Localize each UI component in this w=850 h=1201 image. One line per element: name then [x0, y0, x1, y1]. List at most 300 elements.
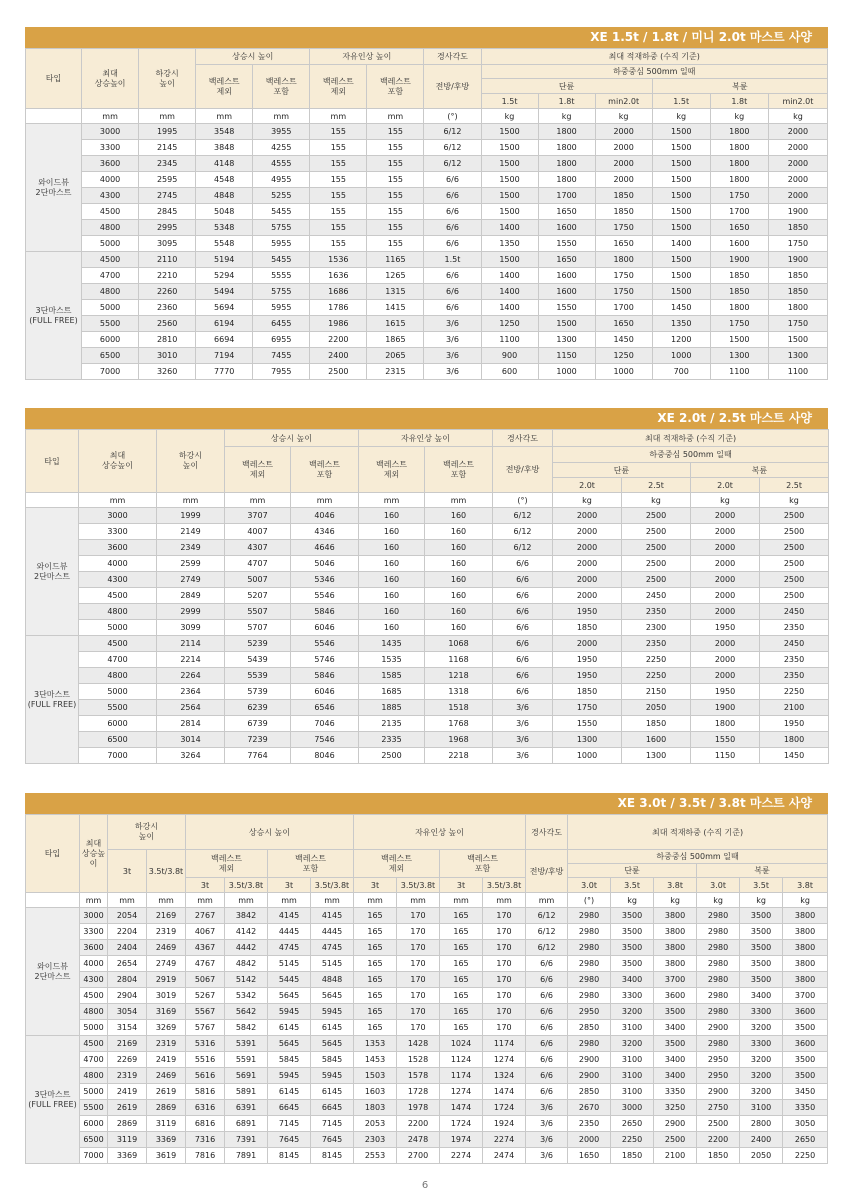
table-cell: 6194: [196, 316, 253, 332]
table-row: [26, 1020, 828, 1036]
table-cell: 2904: [108, 988, 147, 1004]
table-cell: 1850: [710, 284, 768, 300]
table-cell: 4800: [82, 284, 139, 300]
header-unit: mm: [359, 493, 425, 508]
table-cell: 2900: [654, 1116, 697, 1132]
table-cell: 6546: [291, 700, 359, 716]
table-cell: 4148: [196, 156, 253, 172]
table-cell: 6046: [291, 620, 359, 636]
table-cell: 6/6: [493, 572, 553, 588]
table-cell: 1400: [481, 284, 538, 300]
table-cell: 5507: [225, 604, 291, 620]
table-cell: 5546: [291, 636, 359, 652]
table-cell: 2900: [697, 1084, 740, 1100]
table-cell: 2000: [595, 140, 652, 156]
mast-type-label: 와이드뷰 2단마스트: [26, 124, 82, 252]
table-cell: 3250: [654, 1100, 697, 1116]
table-cell: 1850: [697, 1148, 740, 1164]
table-cell: 5267: [186, 988, 225, 1004]
table-cell: 1900: [710, 252, 768, 268]
table-cell: 6816: [186, 1116, 225, 1132]
header-unit: mm: [139, 109, 196, 124]
table-cell: 7770: [196, 364, 253, 380]
table-cell: 1124: [440, 1052, 483, 1068]
header-load-center: 하중중심 500mm 일때: [568, 850, 828, 864]
table-cell: 1600: [538, 220, 595, 236]
header-max-height: 최대 상승높이: [80, 815, 108, 893]
table-cell: 170: [397, 908, 440, 924]
table-cell: 2349: [157, 540, 225, 556]
header-lift-height: 상승시 높이: [196, 49, 310, 65]
table-cell: 2204: [108, 924, 147, 940]
table-cell: 2980: [568, 924, 611, 940]
table-cell: 160: [359, 572, 425, 588]
table-cell: 155: [367, 188, 424, 204]
table-cell: 3200: [611, 1036, 654, 1052]
table-cell: 1550: [691, 732, 760, 748]
table-cell: 1995: [139, 124, 196, 140]
section-title: XE 2.0t / 2.5t 마스트 사양: [25, 408, 828, 429]
table-cell: 6/6: [526, 1020, 568, 1036]
table-cell: 1300: [538, 332, 595, 348]
table-cell: 1850: [553, 620, 622, 636]
table-cell: 6/12: [493, 508, 553, 524]
header-backrest-incl: 백레스트 포함: [425, 447, 493, 493]
table-cell: 3500: [611, 956, 654, 972]
table-cell: 170: [483, 1004, 526, 1020]
table-cell: 6455: [253, 316, 310, 332]
table-cell: 5000: [82, 300, 139, 316]
header-type: 타입: [26, 49, 82, 109]
table-cell: 1950: [760, 716, 829, 732]
table-cell: 5645: [311, 1036, 354, 1052]
header-unit: (°): [424, 109, 481, 124]
header-unit: mm: [440, 893, 483, 908]
table-cell: 4007: [225, 524, 291, 540]
table-cell: 3500: [783, 1068, 828, 1084]
table-cell: 1300: [622, 748, 691, 764]
table-cell: 4707: [225, 556, 291, 572]
header-unit: mm: [354, 893, 397, 908]
table-cell: 2000: [691, 540, 760, 556]
table-cell: 2845: [139, 204, 196, 220]
table-cell: 4955: [253, 172, 310, 188]
table-cell: 155: [310, 140, 367, 156]
table-row: [26, 956, 828, 972]
table-cell: 1500: [481, 252, 538, 268]
table-cell: 1850: [611, 1148, 654, 1164]
table-cell: 1800: [538, 172, 595, 188]
table-cell: 2000: [691, 636, 760, 652]
table-cell: 165: [440, 988, 483, 1004]
table-cell: 1900: [691, 700, 760, 716]
table-cell: 1500: [768, 332, 827, 348]
table-cell: 5348: [196, 220, 253, 236]
table-cell: 2319: [147, 1036, 186, 1052]
header-lowered-height: 하강시 높이: [108, 815, 186, 850]
table-cell: 6391: [225, 1100, 268, 1116]
table-cell: 2564: [157, 700, 225, 716]
table-cell: 155: [367, 124, 424, 140]
table-cell: 1750: [595, 220, 652, 236]
table-cell: 2850: [568, 1020, 611, 1036]
table-cell: 2000: [553, 588, 622, 604]
table-cell: 3548: [196, 124, 253, 140]
table-row: [26, 620, 829, 636]
table-cell: 3500: [611, 924, 654, 940]
header-double-wheel: 복륜: [697, 864, 828, 878]
table-cell: 1800: [691, 716, 760, 732]
table-cell: 1550: [538, 236, 595, 252]
table-cell: 1803: [354, 1100, 397, 1116]
table-cell: 3500: [740, 956, 783, 972]
table-cell: 1800: [538, 140, 595, 156]
table-cell: 8046: [291, 748, 359, 764]
table-cell: 5539: [225, 668, 291, 684]
header-tilt: 경사각도: [526, 815, 568, 850]
table-cell: 2850: [568, 1084, 611, 1100]
table-cell: 6/6: [526, 1084, 568, 1100]
table-cell: 3100: [611, 1052, 654, 1068]
table-cell: 3200: [740, 1020, 783, 1036]
table-row: [26, 1116, 828, 1132]
table-cell: 2319: [108, 1068, 147, 1084]
table-cell: 1800: [710, 172, 768, 188]
table-cell: 1000: [595, 364, 652, 380]
table-cell: 1100: [768, 364, 827, 380]
table-cell: 1650: [595, 236, 652, 252]
table-cell: 160: [359, 556, 425, 572]
table-cell: 6239: [225, 700, 291, 716]
table-cell: 3/6: [493, 700, 553, 716]
table-cell: 2350: [622, 604, 691, 620]
table-cell: 165: [440, 1020, 483, 1036]
table-row: [26, 604, 829, 620]
table-cell: 3/6: [424, 316, 481, 332]
table-cell: 2500: [622, 540, 691, 556]
header-backrest-excl: 백레스트 제외: [310, 65, 367, 109]
table-cell: 2303: [354, 1132, 397, 1148]
table-cell: 2000: [553, 540, 622, 556]
table-cell: 1600: [538, 284, 595, 300]
table-cell: 1500: [481, 172, 538, 188]
table-cell: 5494: [196, 284, 253, 300]
table-cell: 3000: [80, 908, 108, 924]
table-cell: 1174: [483, 1036, 526, 1052]
table-cell: 5945: [268, 1068, 311, 1084]
table-cell: 160: [425, 524, 493, 540]
table-cell: 2849: [157, 588, 225, 604]
header-free-lift: 자유인상 높이: [310, 49, 424, 65]
table-cell: 155: [367, 156, 424, 172]
table-cell: 4800: [79, 668, 157, 684]
header-capacity: 1.8t: [710, 94, 768, 109]
table-cell: 1500: [481, 156, 538, 172]
header-unit: mm: [425, 493, 493, 508]
table-cell: 2980: [568, 956, 611, 972]
table-cell: 1500: [652, 204, 710, 220]
table-cell: 2350: [760, 620, 829, 636]
table-cell: 3800: [783, 972, 828, 988]
table-cell: 6500: [82, 348, 139, 364]
table-cell: 3500: [611, 940, 654, 956]
table-row: [26, 972, 828, 988]
table-cell: 165: [440, 908, 483, 924]
table-cell: 6/6: [526, 1036, 568, 1052]
table-cell: 3500: [654, 1004, 697, 1020]
table-cell: 4046: [291, 508, 359, 524]
table-cell: 5555: [253, 268, 310, 284]
table-cell: 4445: [311, 924, 354, 940]
table-cell: 2000: [595, 156, 652, 172]
table-cell: 3600: [783, 1036, 828, 1052]
table-cell: 160: [359, 604, 425, 620]
table-cell: 3700: [783, 988, 828, 1004]
header-capacity: 3.0t: [568, 878, 611, 893]
header-capacity: 1.5t: [481, 94, 538, 109]
table-cell: 2100: [760, 700, 829, 716]
table-cell: 2804: [108, 972, 147, 988]
table-cell: 3/6: [493, 732, 553, 748]
table-cell: 160: [425, 604, 493, 620]
table-cell: 3400: [654, 1020, 697, 1036]
table-cell: 1724: [483, 1100, 526, 1116]
table-cell: 2560: [139, 316, 196, 332]
table-cell: 165: [354, 988, 397, 1004]
table-cell: 6145: [311, 1020, 354, 1036]
table-cell: 3/6: [493, 748, 553, 764]
header-unit: mm: [186, 893, 225, 908]
table-cell: 2145: [139, 140, 196, 156]
table-cell: 2065: [367, 348, 424, 364]
table-cell: 165: [440, 972, 483, 988]
table-cell: 2200: [697, 1132, 740, 1148]
table-cell: 2650: [611, 1116, 654, 1132]
header-tilt: 경사각도: [424, 49, 481, 65]
table-cell: 2980: [697, 956, 740, 972]
table-cell: 3300: [80, 924, 108, 940]
table-cell: 2749: [157, 572, 225, 588]
table-cell: 1900: [768, 252, 827, 268]
table-row: [26, 556, 829, 572]
table-cell: 6/6: [493, 652, 553, 668]
table-cell: 5845: [311, 1052, 354, 1068]
table-cell: 4307: [225, 540, 291, 556]
table-cell: 5207: [225, 588, 291, 604]
table-cell: 1650: [710, 220, 768, 236]
table-row: [26, 348, 828, 364]
table-cell: 170: [483, 956, 526, 972]
table-cell: 1950: [553, 668, 622, 684]
table-cell: 6000: [82, 332, 139, 348]
table-cell: 2450: [760, 604, 829, 620]
table-cell: 1850: [595, 188, 652, 204]
header-sub-3t: 3t: [108, 850, 147, 893]
table-cell: 2900: [697, 1020, 740, 1036]
table-cell: 155: [310, 124, 367, 140]
header-sub-35t: 3.5t/3.8t: [311, 878, 354, 893]
table-cell: 5516: [186, 1052, 225, 1068]
table-cell: 165: [354, 1004, 397, 1020]
table-cell: 3300: [740, 1036, 783, 1052]
table-cell: 160: [425, 508, 493, 524]
header-free-lift: 자유인상 높이: [354, 815, 526, 850]
header-capacity: 3.8t: [783, 878, 828, 893]
table-cell: 3014: [157, 732, 225, 748]
table-cell: 3369: [147, 1132, 186, 1148]
table-cell: 5616: [186, 1068, 225, 1084]
table-cell: 3119: [147, 1116, 186, 1132]
table-row: [26, 588, 829, 604]
table-cell: 3100: [740, 1100, 783, 1116]
table-cell: 2500: [310, 364, 367, 380]
table-row: [26, 284, 828, 300]
table-cell: 2100: [654, 1148, 697, 1164]
table-row: [26, 940, 828, 956]
table-cell: 1000: [538, 364, 595, 380]
table-cell: 1750: [595, 284, 652, 300]
table-cell: 7816: [186, 1148, 225, 1164]
table-cell: 1024: [440, 1036, 483, 1052]
header-capacity: min2.0t: [595, 94, 652, 109]
table-cell: 3600: [82, 156, 139, 172]
table-cell: 4067: [186, 924, 225, 940]
table-cell: 2980: [697, 1004, 740, 1020]
table-cell: 2000: [553, 572, 622, 588]
table-cell: 2315: [367, 364, 424, 380]
table-cell: 1200: [652, 332, 710, 348]
table-cell: 3/6: [526, 1100, 568, 1116]
table-cell: 6/6: [493, 620, 553, 636]
table-cell: 160: [359, 540, 425, 556]
table-cell: 2650: [783, 1132, 828, 1148]
table-cell: 4500: [82, 252, 139, 268]
table-row: [26, 124, 828, 140]
header-unit: kg: [622, 493, 691, 508]
table-cell: 170: [397, 1004, 440, 1020]
header-sub-35t: 3.5t/3.8t: [147, 850, 186, 893]
section-title: XE 3.0t / 3.5t / 3.8t 마스트 사양: [25, 793, 828, 814]
table-cell: 2169: [108, 1036, 147, 1052]
table-cell: 4445: [268, 924, 311, 940]
table-cell: 2500: [359, 748, 425, 764]
header-unit: kg: [783, 893, 828, 908]
table-cell: 3/6: [424, 348, 481, 364]
table-cell: 3099: [157, 620, 225, 636]
header-unit: kg: [595, 109, 652, 124]
table-cell: 1786: [310, 300, 367, 316]
table-cell: 2269: [108, 1052, 147, 1068]
table-cell: 2364: [157, 684, 225, 700]
table-cell: 2500: [697, 1116, 740, 1132]
table-cell: 5439: [225, 652, 291, 668]
table-cell: 6/6: [526, 1068, 568, 1084]
table-row: [26, 652, 829, 668]
table-row: [26, 540, 829, 556]
table-cell: 2810: [139, 332, 196, 348]
table-cell: 1400: [652, 236, 710, 252]
table-cell: 5642: [225, 1004, 268, 1020]
table-cell: 1315: [367, 284, 424, 300]
table-cell: 2500: [760, 540, 829, 556]
spec-section-xe20: [25, 408, 828, 764]
table-cell: 2474: [483, 1148, 526, 1164]
table-cell: 6/6: [424, 172, 481, 188]
header-front-rear: 전방/후방: [526, 850, 568, 893]
table-cell: 5739: [225, 684, 291, 700]
table-cell: 160: [425, 588, 493, 604]
table-cell: 2404: [108, 940, 147, 956]
table-cell: 2980: [697, 972, 740, 988]
table-cell: 1600: [622, 732, 691, 748]
table-cell: 5145: [268, 956, 311, 972]
table-cell: 2750: [697, 1100, 740, 1116]
table-cell: 2335: [359, 732, 425, 748]
table-row: [26, 668, 829, 684]
table-cell: 4800: [80, 1004, 108, 1020]
table-cell: 1318: [425, 684, 493, 700]
table-cell: 2000: [568, 1132, 611, 1148]
table-cell: 1500: [481, 188, 538, 204]
table-cell: 1850: [553, 684, 622, 700]
header-unit: mm: [253, 109, 310, 124]
header-front-rear: 전방/후방: [424, 65, 481, 109]
table-cell: 3500: [654, 1036, 697, 1052]
table-cell: 165: [354, 1020, 397, 1036]
table-row: [26, 700, 829, 716]
table-cell: 1885: [359, 700, 425, 716]
table-cell: 2980: [697, 940, 740, 956]
table-cell: 2767: [186, 908, 225, 924]
table-cell: 5000: [82, 236, 139, 252]
table-cell: 6145: [268, 1020, 311, 1036]
table-cell: 5645: [268, 1036, 311, 1052]
table-cell: 3400: [611, 972, 654, 988]
table-cell: 2745: [139, 188, 196, 204]
table-cell: 5445: [268, 972, 311, 988]
header-unit: kg: [654, 893, 697, 908]
table-cell: 2814: [157, 716, 225, 732]
table-cell: 1800: [595, 252, 652, 268]
table-cell: 170: [397, 988, 440, 1004]
table-cell: 160: [425, 540, 493, 556]
table-cell: 2980: [697, 988, 740, 1004]
table-cell: 7000: [79, 748, 157, 764]
header-unit: mm: [291, 493, 359, 508]
table-cell: 6/6: [493, 684, 553, 700]
table-cell: 165: [354, 924, 397, 940]
table-cell: 3019: [147, 988, 186, 1004]
table-cell: 2200: [397, 1116, 440, 1132]
table-cell: 2000: [768, 172, 827, 188]
table-cell: 1978: [397, 1100, 440, 1116]
header-sub-3t: 3t: [186, 878, 225, 893]
table-cell: 2553: [354, 1148, 397, 1164]
table-cell: 1986: [310, 316, 367, 332]
table-cell: 5945: [311, 1068, 354, 1084]
table-cell: 2400: [310, 348, 367, 364]
header-sub-3t: 3t: [268, 878, 311, 893]
table-cell: 1500: [652, 188, 710, 204]
table-cell: 170: [397, 1020, 440, 1036]
header-lowered-height: 하강시 높이: [139, 49, 196, 109]
table-row: [26, 204, 828, 220]
table-cell: 6/6: [493, 636, 553, 652]
table-cell: 2149: [157, 524, 225, 540]
table-cell: 6/6: [424, 300, 481, 316]
header-unit: mm: [196, 109, 253, 124]
table-cell: 1250: [595, 348, 652, 364]
